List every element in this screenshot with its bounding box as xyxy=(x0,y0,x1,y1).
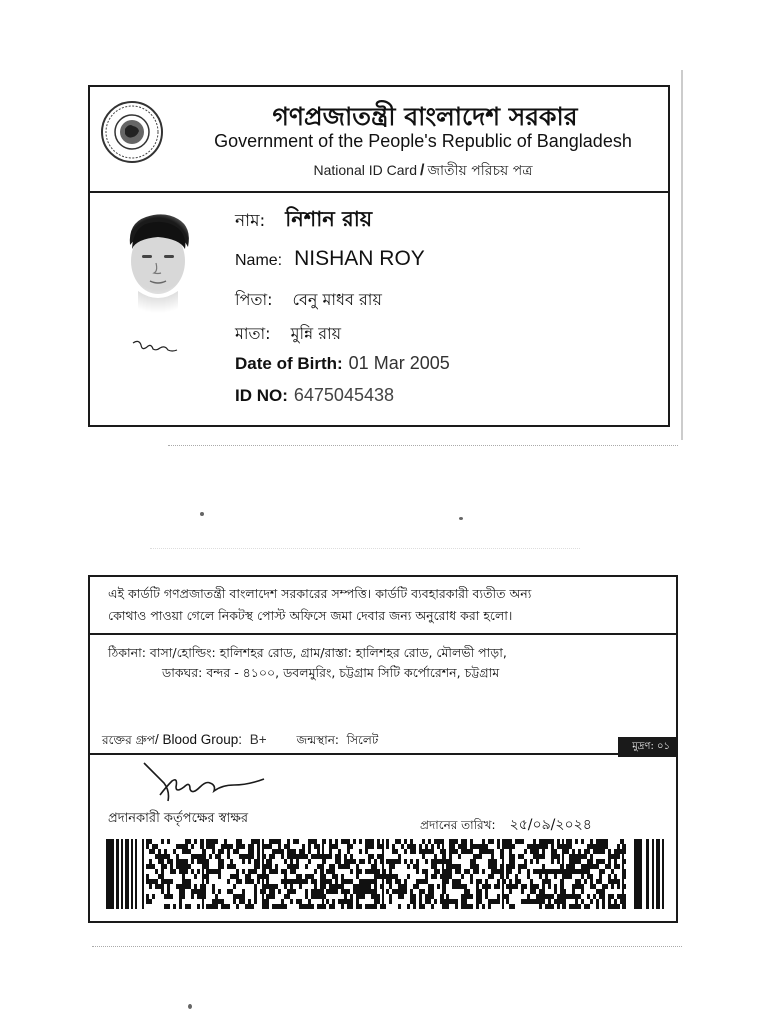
name-value: NISHAN ROY xyxy=(294,247,425,270)
blood-group-value: B+ xyxy=(249,732,267,747)
government-seal-icon xyxy=(101,101,163,163)
card-type-title xyxy=(176,159,670,183)
id-number-value: 6475045438 xyxy=(293,385,394,405)
field-mother xyxy=(235,321,341,348)
scan-speck xyxy=(188,1004,192,1009)
card-type-english: National ID Card xyxy=(313,162,417,178)
scan-edge-line xyxy=(168,445,678,446)
field-name xyxy=(235,247,425,271)
id-card-front xyxy=(88,85,670,427)
issuer-signature-label: প্রদানকারী কর্তৃপক্ষের স্বাক্ষর xyxy=(108,811,249,826)
address-line: ঠিকানা: বাসা/হোল্ডিং: হালিশহর রোড, গ্রাম/রাস্তা: হালিশহর রোড, মৌলভী পাড়া, xyxy=(108,645,507,660)
header-title-bangla: গণপ্রজাতন্ত্রী বাংলাদেশ সরকার xyxy=(272,102,578,131)
father-value: বেনু মাধব রায় xyxy=(292,290,382,309)
id-card-back xyxy=(88,575,678,923)
field-father xyxy=(235,287,382,314)
address-line: ডাকঘর: বন্দর - ৪১০০, ডবলমুরিং, চট্টগ্রাম সিটি কর্পোরেশন, চট্টগ্রাম xyxy=(162,665,500,680)
card-type-bangla: জাতীয় পরিচয় পত্র xyxy=(427,163,533,179)
scan-edge-line xyxy=(681,70,683,440)
print-count-tab: মুদ্রণ: ০১ xyxy=(618,737,676,757)
dob-label: Date of Birth: xyxy=(235,354,343,373)
notice-line: এই কার্ডটি গণপ্রজাতন্ত্রী বাংলাদেশ সরকারের সম্পত্তি। কার্ডটি ব্যবহারকারী ব্যতীত অন্য xyxy=(108,586,532,601)
name-label: Name: xyxy=(235,252,283,269)
pdf417-barcode xyxy=(106,839,666,909)
scan-speck xyxy=(459,517,463,520)
holder-signature xyxy=(130,337,180,355)
mother-label: মাতা: xyxy=(235,324,271,343)
birthplace-value: সিলেট xyxy=(346,733,379,747)
mother-value: মুন্নি রায় xyxy=(290,324,342,343)
field-dob xyxy=(235,353,450,374)
dob-value: 01 Mar 2005 xyxy=(348,353,450,373)
scan-edge-line xyxy=(92,946,682,947)
scan-speck xyxy=(200,512,204,516)
card-type-separator: / xyxy=(420,162,425,179)
card-header xyxy=(90,87,668,193)
issuer-signature xyxy=(138,755,288,805)
ownership-notice xyxy=(90,577,676,635)
blood-group-label-bangla: রক্তের গ্রুপ xyxy=(102,733,155,747)
blood-group-label: / Blood Group: xyxy=(154,732,243,747)
header-title-english: Government of the People's Republic of Bangladesh xyxy=(214,131,632,151)
address-block xyxy=(108,643,668,683)
issue-date-label: প্রদানের তারিখ: xyxy=(420,818,496,832)
name-bangla-label: নাম: xyxy=(235,211,266,231)
father-label: পিতা: xyxy=(235,290,273,309)
id-number-label: ID NO: xyxy=(235,386,288,405)
field-id-number xyxy=(235,385,394,406)
name-bangla-value: নিশান রায় xyxy=(285,207,373,231)
issue-date-value: ২৫/০৯/২০২৪ xyxy=(509,817,592,833)
notice-line: কোথাও পাওয়া গেলে নিকটস্থ পোস্ট অফিসে জমা দেবার জন্য অনুরোধ করা হলো। xyxy=(108,608,513,623)
birthplace-label: জন্মস্থান: xyxy=(296,733,339,747)
issue-date xyxy=(420,813,592,837)
field-name-bangla xyxy=(235,203,372,238)
holder-photo xyxy=(108,205,208,313)
scan-edge-line xyxy=(150,548,580,549)
blood-group-row xyxy=(102,732,662,754)
